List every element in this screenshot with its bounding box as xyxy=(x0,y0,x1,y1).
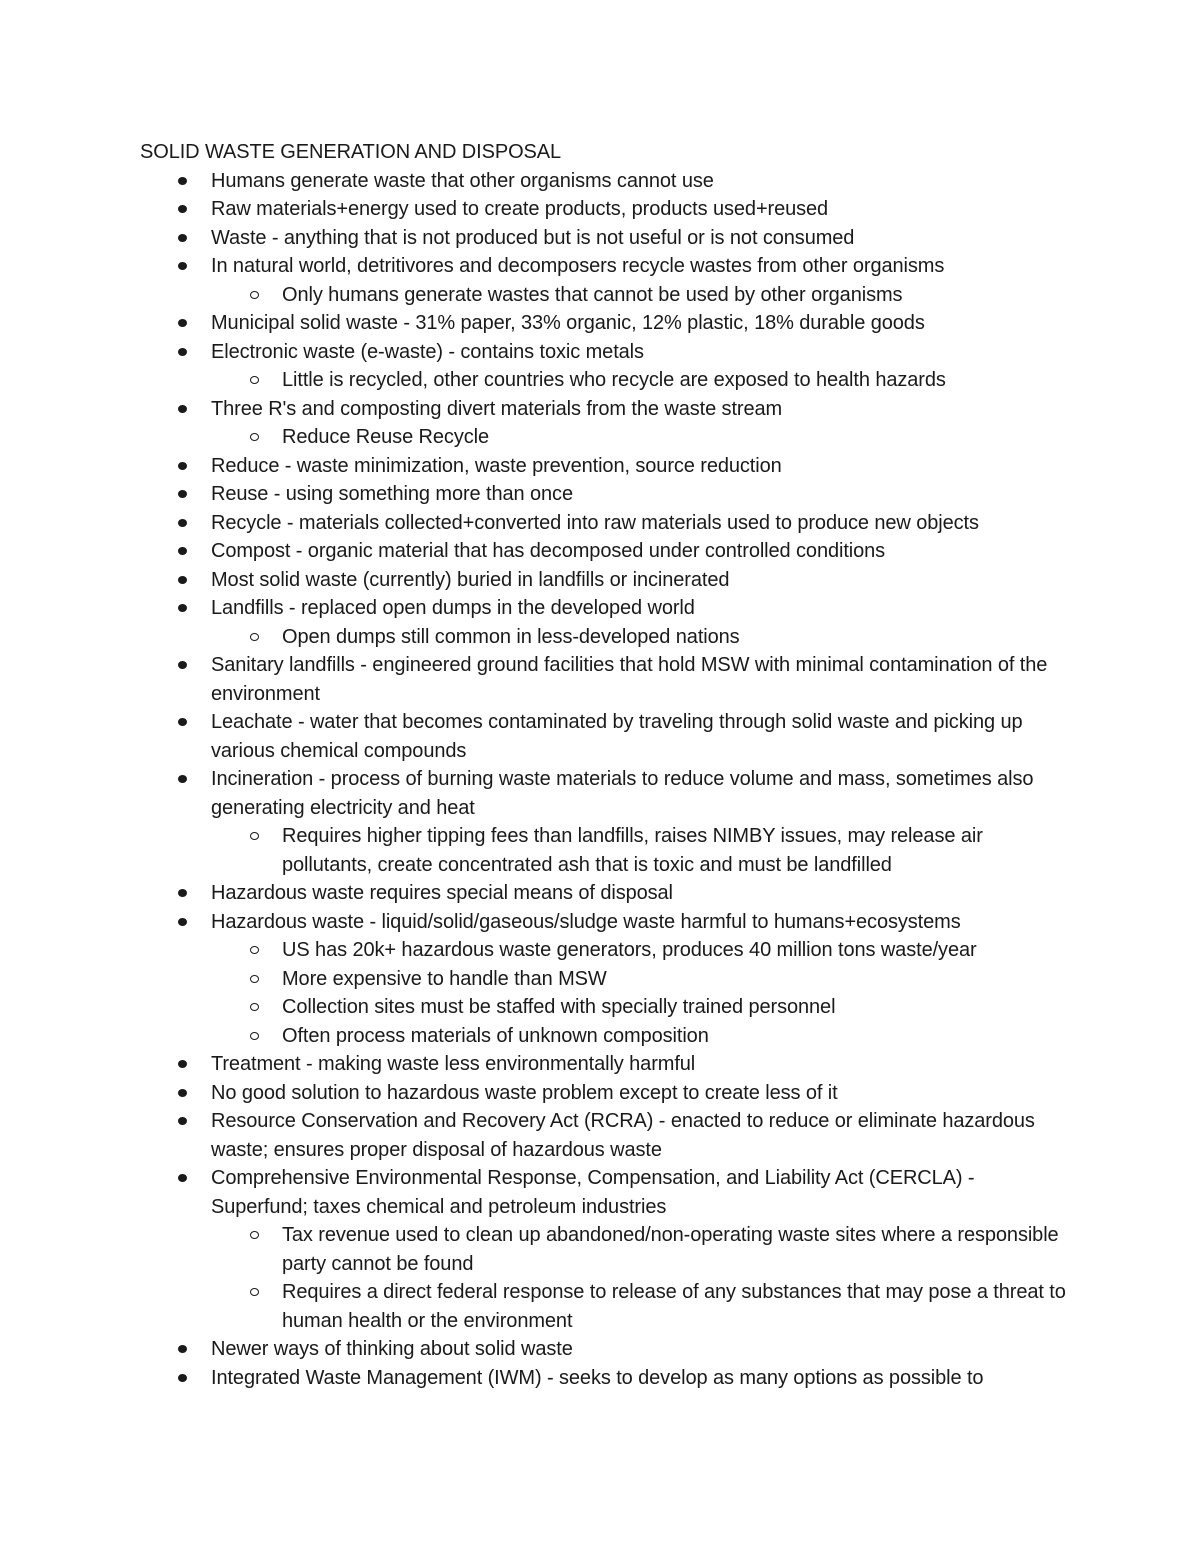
filled-bullet-icon xyxy=(178,1374,187,1382)
bullet-text: Requires a direct federal response to release of any substances that may pose a threat to human health or the environment xyxy=(282,1281,1066,1332)
filled-bullet-icon xyxy=(178,262,187,270)
document-title: SOLID WASTE GENERATION AND DISPOSAL xyxy=(140,141,562,163)
filled-bullet-icon xyxy=(178,718,187,726)
filled-bullet-icon xyxy=(178,576,187,584)
filled-bullet-icon xyxy=(178,177,187,185)
filled-bullet-icon xyxy=(178,604,187,612)
filled-bullet-icon xyxy=(178,1060,187,1068)
bullet-text: Often process materials of unknown composition xyxy=(282,1024,709,1047)
bullet-item xyxy=(140,252,1070,281)
filled-bullet-icon xyxy=(178,319,187,327)
hollow-bullet-icon xyxy=(250,946,259,954)
bullet-item xyxy=(140,195,1070,224)
filled-bullet-icon xyxy=(178,1345,187,1353)
bullet-text: Hazardous waste - liquid/solid/gaseous/sludge waste harmful to humans+ecosystems xyxy=(211,910,961,933)
bullet-text: Raw materials+energy used to create products, products used+reused xyxy=(211,198,829,220)
bullet-item xyxy=(140,594,1070,623)
bullet-item xyxy=(140,309,1070,338)
bullet-item xyxy=(140,224,1070,253)
bullet-text: In natural world, detritivores and decomposers recycle wastes from other organisms xyxy=(211,255,945,277)
bullet-text: Integrated Waste Management (IWM) - seeks to develop as many options as possible to xyxy=(211,1366,984,1389)
bullet-text: Comprehensive Environmental Response, Compensation, and Liability Act (CERCLA) - Superfund; taxes chemical and petroleum industries xyxy=(211,1167,975,1218)
sub-bullet-item xyxy=(140,1278,1070,1335)
bullet-item xyxy=(140,1164,1070,1221)
bullet-item xyxy=(140,908,1070,937)
bullet-text: More expensive to handle than MSW xyxy=(282,967,607,990)
bullet-text: Leachate - water that becomes contaminated by traveling through solid waste and picking up various chemical compounds xyxy=(211,711,1023,762)
bullet-item xyxy=(140,480,1070,509)
bullet-text: Little is recycled, other countries who recycle are exposed to health hazards xyxy=(282,369,946,391)
bullet-item xyxy=(140,1050,1070,1079)
bullet-item xyxy=(140,1079,1070,1108)
bullet-text: Landfills - replaced open dumps in the developed world xyxy=(211,597,695,619)
bullet-text: Open dumps still common in less-developed nations xyxy=(282,625,740,648)
sub-bullet-item xyxy=(140,965,1070,994)
filled-bullet-icon xyxy=(178,547,187,555)
bullet-text: Electronic waste (e-waste) - contains toxic metals xyxy=(211,340,644,363)
filled-bullet-icon xyxy=(178,205,187,213)
filled-bullet-icon xyxy=(178,775,187,783)
hollow-bullet-icon xyxy=(250,1032,259,1040)
bullet-text: Reduce Reuse Recycle xyxy=(282,426,489,448)
hollow-bullet-icon xyxy=(250,1003,259,1011)
filled-bullet-icon xyxy=(178,462,187,470)
bullet-text: No good solution to hazardous waste problem except to create less of it xyxy=(211,1081,838,1104)
bullet-text: Treatment - making waste less environmentally harmful xyxy=(211,1053,696,1075)
sub-bullet-item xyxy=(140,366,1070,395)
bullet-item xyxy=(140,537,1070,566)
bullet-item xyxy=(140,338,1070,367)
bullet-text: Sanitary landfills - engineered ground facilities that hold MSW with minimal contamination of the environment xyxy=(211,654,1048,705)
bullet-item xyxy=(140,452,1070,481)
bullet-text: Tax revenue used to clean up abandoned/non-operating waste sites where a responsible party cannot be found xyxy=(282,1224,1059,1275)
sub-bullet-item xyxy=(140,1022,1070,1051)
bullet-text: Humans generate waste that other organisms cannot use xyxy=(211,169,714,192)
bullet-item xyxy=(140,708,1070,765)
bullet-text: Newer ways of thinking about solid waste xyxy=(211,1338,573,1360)
filled-bullet-icon xyxy=(178,1089,187,1097)
filled-bullet-icon xyxy=(178,490,187,498)
sub-bullet-item xyxy=(140,423,1070,452)
bullet-text: Compost - organic material that has decomposed under controlled conditions xyxy=(211,540,886,562)
bullet-text: Three R's and composting divert materials from the waste stream xyxy=(211,397,783,420)
filled-bullet-icon xyxy=(178,348,187,356)
bullet-text: Waste - anything that is not produced but is not useful or is not consumed xyxy=(211,226,855,249)
bullet-item xyxy=(140,1107,1070,1164)
hollow-bullet-icon xyxy=(250,433,259,441)
hollow-bullet-icon xyxy=(250,291,259,299)
bullet-text: Reduce - waste minimization, waste prevention, source reduction xyxy=(211,454,782,477)
filled-bullet-icon xyxy=(178,889,187,897)
hollow-bullet-icon xyxy=(250,832,259,840)
hollow-bullet-icon xyxy=(250,975,259,983)
sub-bullet-item xyxy=(140,623,1070,652)
bullet-text: US has 20k+ hazardous waste generators, produces 40 million tons waste/year xyxy=(282,939,977,961)
sub-bullet-item xyxy=(140,1221,1070,1278)
bullet-item xyxy=(140,1364,1070,1393)
hollow-bullet-icon xyxy=(250,633,259,641)
bullet-text: Hazardous waste requires special means of disposal xyxy=(211,882,673,904)
bullet-text: Incineration - process of burning waste materials to reduce volume and mass, sometimes also generating electricity and heat xyxy=(211,768,1034,819)
filled-bullet-icon xyxy=(178,1174,187,1182)
filled-bullet-icon xyxy=(178,1117,187,1125)
filled-bullet-icon xyxy=(178,519,187,527)
filled-bullet-icon xyxy=(178,918,187,926)
sub-bullet-item xyxy=(140,993,1070,1022)
sub-bullet-item xyxy=(140,822,1070,879)
bullet-item xyxy=(140,651,1070,708)
bullet-list xyxy=(140,167,1070,1393)
bullet-text: Only humans generate wastes that cannot be used by other organisms xyxy=(282,283,903,306)
bullet-item xyxy=(140,879,1070,908)
bullet-item xyxy=(140,509,1070,538)
filled-bullet-icon xyxy=(178,234,187,242)
bullet-item xyxy=(140,566,1070,595)
bullet-text: Recycle - materials collected+converted into raw materials used to produce new objects xyxy=(211,511,979,534)
filled-bullet-icon xyxy=(178,405,187,413)
bullet-item xyxy=(140,395,1070,424)
filled-bullet-icon xyxy=(178,661,187,669)
sub-bullet-item xyxy=(140,281,1070,310)
bullet-text: Most solid waste (currently) buried in landfills or incinerated xyxy=(211,568,730,591)
bullet-text: Municipal solid waste - 31% paper, 33% organic, 12% plastic, 18% durable goods xyxy=(211,312,925,334)
document-page xyxy=(140,138,1070,1392)
hollow-bullet-icon xyxy=(250,1231,259,1239)
hollow-bullet-icon xyxy=(250,376,259,384)
bullet-text: Reuse - using something more than once xyxy=(211,483,573,505)
bullet-text: Resource Conservation and Recovery Act (RCRA) - enacted to reduce or eliminate hazardous waste; ensures proper disposal of hazardous waste xyxy=(211,1110,1035,1161)
bullet-item xyxy=(140,167,1070,196)
hollow-bullet-icon xyxy=(250,1288,259,1296)
bullet-text: Collection sites must be staffed with specially trained personnel xyxy=(282,996,836,1018)
bullet-item xyxy=(140,765,1070,822)
bullet-item xyxy=(140,1335,1070,1364)
sub-bullet-item xyxy=(140,936,1070,965)
bullet-text: Requires higher tipping fees than landfills, raises NIMBY issues, may release air pollutants, create concentrated ash that is toxic and must be landfilled xyxy=(282,825,983,876)
